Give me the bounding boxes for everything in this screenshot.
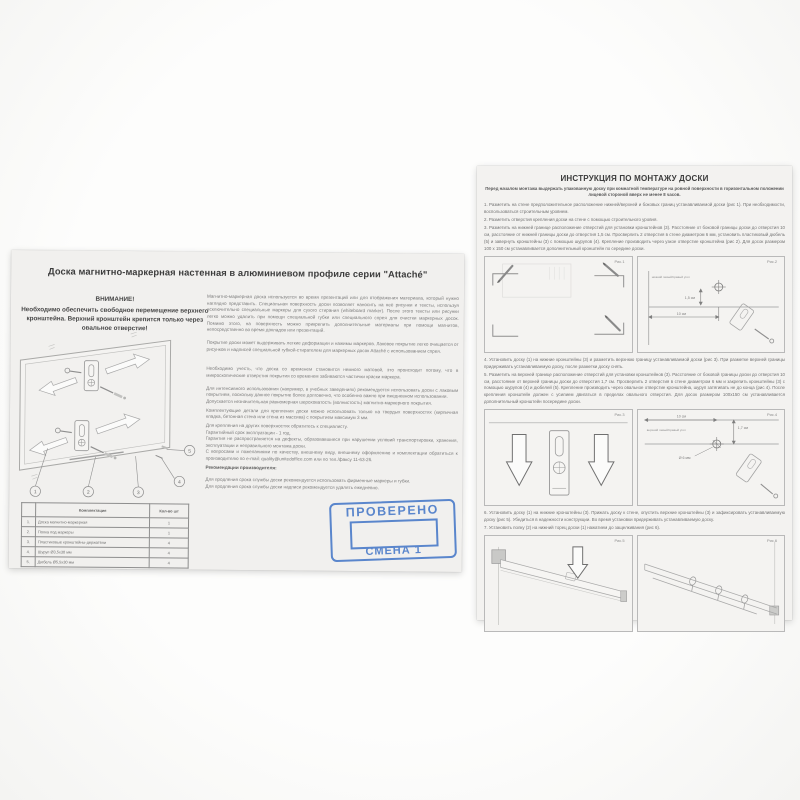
instruction-title: ИНСТРУКЦИЯ ПО МОНТАЖУ ДОСКИ xyxy=(560,174,709,183)
row-qty: 4 xyxy=(149,538,188,548)
stamp-checked-text: ПРОВЕРЕНО xyxy=(345,502,440,520)
hole-crosshair-icon xyxy=(711,280,725,294)
screw-icon xyxy=(760,484,772,494)
table-header-qty: Кол-во шт xyxy=(150,504,189,518)
bracket-plate-icon xyxy=(549,431,569,495)
row-num: 4. xyxy=(21,547,35,557)
corner-label: нижний левый/правый угол xyxy=(651,274,690,279)
step-5: 5. Разметить на верхней границе расположение отверстий для установки кронштейнов (3). Расстояние от боковой границы доски до отверстия 10 см, расстояние от верхней границы доски до отверстия 1,7 см. Просверлить 2 отверстия в стене диаметром 6 мм и закрепить кронштейны (3) с помощью шурупов (4) и дюбелей (5). Крепление производить через овальное отверстие кронштейна, шуруп затягивать не до конца (рис 4). После крепления кронштейн должен с усилием двигаться в пределах овального отверстия. Для досок размером 100х150 см устанавливается дополнительный кронштейн посередине доски. xyxy=(484,371,785,405)
figure-label: Рис.2 xyxy=(767,258,777,264)
table-header-name: Комплектация xyxy=(36,503,150,518)
recommendations-title: Рекомендации производителя: xyxy=(205,464,277,471)
step-7: 7. Установить полку (2) на нижний торец доски (1) нажатием до защелкивания (рис 6). xyxy=(484,525,661,531)
table-header-num xyxy=(22,503,36,517)
figure-1 xyxy=(484,256,633,353)
row-num: 3. xyxy=(21,537,35,547)
dimension-label: 1,5 см xyxy=(684,295,695,300)
step-1: 1. Разметить на стене предположительное расположение нижней/верхней и боковых границ устанавливаемой доски (рис 1). При необходимости, воспользоваться строительным уровнем. xyxy=(484,201,785,214)
usage-paragraph: Необходимо учесть, что доска со временем становится немного матовой, это происходит потому, что в микроскопические отверстия покрытия со временем забиваются частички краски маркера. xyxy=(206,365,459,380)
row-name: Дюбель Ø5,5х30 мм xyxy=(35,557,149,568)
row-num: 5. xyxy=(21,557,35,567)
callout-3-number: 3 xyxy=(136,490,140,497)
screw-icon xyxy=(754,329,768,339)
step-2: 2. Разметить отверстия крепления доски на стене с помощью строительного уровня. xyxy=(484,217,658,223)
row-num: 1. xyxy=(21,517,35,527)
callout-5-number: 5 xyxy=(188,448,192,455)
usage-paragraph: Гарантия не распространяется на дефекты, образовавшиеся при нарушении условий транспортировки, хранения, эксплуатации и неправильного монтажа доски. xyxy=(205,435,458,449)
figure-3 xyxy=(484,409,633,506)
row-name: Доска магнитно-маркерная xyxy=(35,517,149,528)
components-table xyxy=(21,502,190,568)
figure-label: Рис.5 xyxy=(614,537,625,543)
row-qty: 4 xyxy=(149,558,188,568)
warning-title: ВНИМАНИЕ! xyxy=(95,295,135,304)
usage-paragraph: Для крепления на других поверхностях обратитесь к специалисту. xyxy=(205,422,348,429)
row-name: Пластиковые кронштейны-держатели xyxy=(35,537,149,548)
figure-label: Рис.3 xyxy=(614,411,625,417)
dimension-label: 1,7 см xyxy=(737,425,748,430)
figure-2 xyxy=(637,256,786,353)
step-4: 4. Установить доску (1) на нижние кронштейны (3) и разметить верхнюю границу устанавливаемой доски (рис 3). При разметке верхней границы придерживать устанавливаемую доску, после разметки доску снять. xyxy=(484,356,785,369)
board-slab xyxy=(501,560,624,599)
row-qty: 1 xyxy=(149,528,188,538)
row-name: Полка под маркеры xyxy=(35,527,149,538)
left-instruction-page xyxy=(9,250,465,572)
usage-paragraph: Магнитно-маркерная доска используется во время презентаций или для отображения материала, который нужно наглядно представить. Специальная поверхность доски позволяет наносить на неё рисунки и тексты, используя исключительно специальные маркеры для сухого стирания (whiteboard marker). После этого тексты или рисунки легко можно удалить при помощи специальной губки или специального спрея для очистки маркерных досок. Помимо этого, на поверхность можно прикрепить дополнительные материалы при помощи магнитов, непосредственно во время докладов или презентаций. xyxy=(206,293,460,334)
end-cap xyxy=(621,591,627,602)
figure-6 xyxy=(637,535,786,632)
figure-4 xyxy=(637,409,786,506)
warning-text: Необходимо обеспечить свободное перемещение верхнего кронштейна. Верхний кронштейн крепится только через овальное отверстие! xyxy=(21,306,209,333)
whiteboard-diagram xyxy=(11,330,208,504)
stamp-shift-text: СМЕНА 1 xyxy=(365,544,423,558)
usage-paragraph: Допускается незначительная равномерная шероховатость (волнистость) магнитно-маркерного покрытия. xyxy=(206,398,433,406)
arrow-down-icon xyxy=(589,435,614,486)
figure-label: Рис.4 xyxy=(767,411,777,417)
figure-5 xyxy=(484,535,633,632)
usage-paragraph: С вопросами и пожеланиями по качеству, внешнему виду, внешнему оформлению и комплектации обратиться к производителю по e-mail: quality@unitedoffice.com или по тел./факсу 11-63-26. xyxy=(205,449,458,463)
row-name: Шуруп Ø3,5х30 мм xyxy=(35,547,149,558)
usage-text-column xyxy=(205,294,459,493)
figure-label: Рис.6 xyxy=(767,537,777,543)
corner-marks xyxy=(493,273,624,336)
corner-label: верхний левый/правый угол xyxy=(646,427,686,432)
instruction-subtitle: Перед началом монтажа выдержать упакованную доску при комнатной температуре на ровной поверхности в горизонтальном положении лицевой стороной вверх не менее 8 часов. xyxy=(485,186,784,198)
step-6: 6. Установить доску (1) на нижние кронштейны (3). Прижать доску к стене, опустить верхние кронштейны (3) и зафиксировать устанавливаемую доску (рис 5). Убедиться в надежности конструкции. Во время установки придерживать устанавливаемую доску. xyxy=(484,509,785,522)
tray-clips xyxy=(688,576,748,609)
hole-diameter-label: Ø 6 мм xyxy=(678,455,690,460)
usage-paragraph: Для интенсивного использования (например, в учебных заведениях) рекомендуется использовать доски с лаковым покрытием, поскольку данное покрытие более долговечно, что особенно важно при ежедневном использовании. xyxy=(206,385,459,400)
arrow-down-icon xyxy=(506,435,531,486)
page-title: Доска магнитно-маркерная настенная в алюминиевом профиле серии "Attaché" xyxy=(47,266,428,280)
callout-1-number: 1 xyxy=(33,489,37,496)
step-3: 3. Разметить на нижней границе расположение отверстий для установки кронштейнов (3). Расстояние от боковой границы доски до отверстия 10 см, расстояние от нижней границы доски до отверстия 1,5 см. Просверлить 2 отверстия в стене диаметром 6 мм, установить пластиковый дюбель (5) и завернуть кронштейны (3) с помощью шурупов (4). Крепление производить через узкое отверстие кронштейна (рис 2). Для досок размером 100 х 150 см устанавливается дополнительный кронштейн по середине доски. xyxy=(484,225,785,251)
recommendation-item: Для продления срока службы доски надписи рекомендуется удалять ежедневно. xyxy=(205,483,379,491)
dimension-lines xyxy=(648,289,718,321)
dimension-label: 10 см xyxy=(676,414,686,419)
usage-paragraph: Гарантийный срок эксплуатации - 1 год. xyxy=(205,429,291,435)
usage-paragraph: Покрытие доски может выдерживать легкие деформации и нажимы маркеров. Лаковое покрытие легко очищается от рисунков и надписей специальной губкой-стирателем для маркерных досок Attaché с использованием спрея. xyxy=(206,339,459,354)
callout-2-number: 2 xyxy=(86,489,90,496)
recommendation-item: Для продления срока службы доски рекомендуется использовать фирменные маркеры и губки. xyxy=(205,477,411,484)
figure-label: Рис.1 xyxy=(614,258,625,264)
pen-tray-profile xyxy=(644,564,776,614)
table-row xyxy=(21,557,188,568)
usage-paragraph: Комплектующие детали для крепления доски можно использовать только на твердых поверхностях (кирпичная кладка, бетонная стена или стена из массива) с покрытием максимум 3 мм. xyxy=(205,407,459,421)
row-qty: 1 xyxy=(149,518,188,528)
bracket-icon xyxy=(735,453,761,482)
dimension-label: 10 см xyxy=(676,311,686,316)
row-qty: 4 xyxy=(149,548,188,558)
hole-crosshair-icon xyxy=(709,437,723,451)
warning-block xyxy=(17,294,213,334)
right-instruction-page xyxy=(477,166,792,620)
row-num: 2. xyxy=(21,527,35,537)
callout-4-number: 4 xyxy=(177,479,181,486)
ghost-template-outline xyxy=(503,264,571,297)
